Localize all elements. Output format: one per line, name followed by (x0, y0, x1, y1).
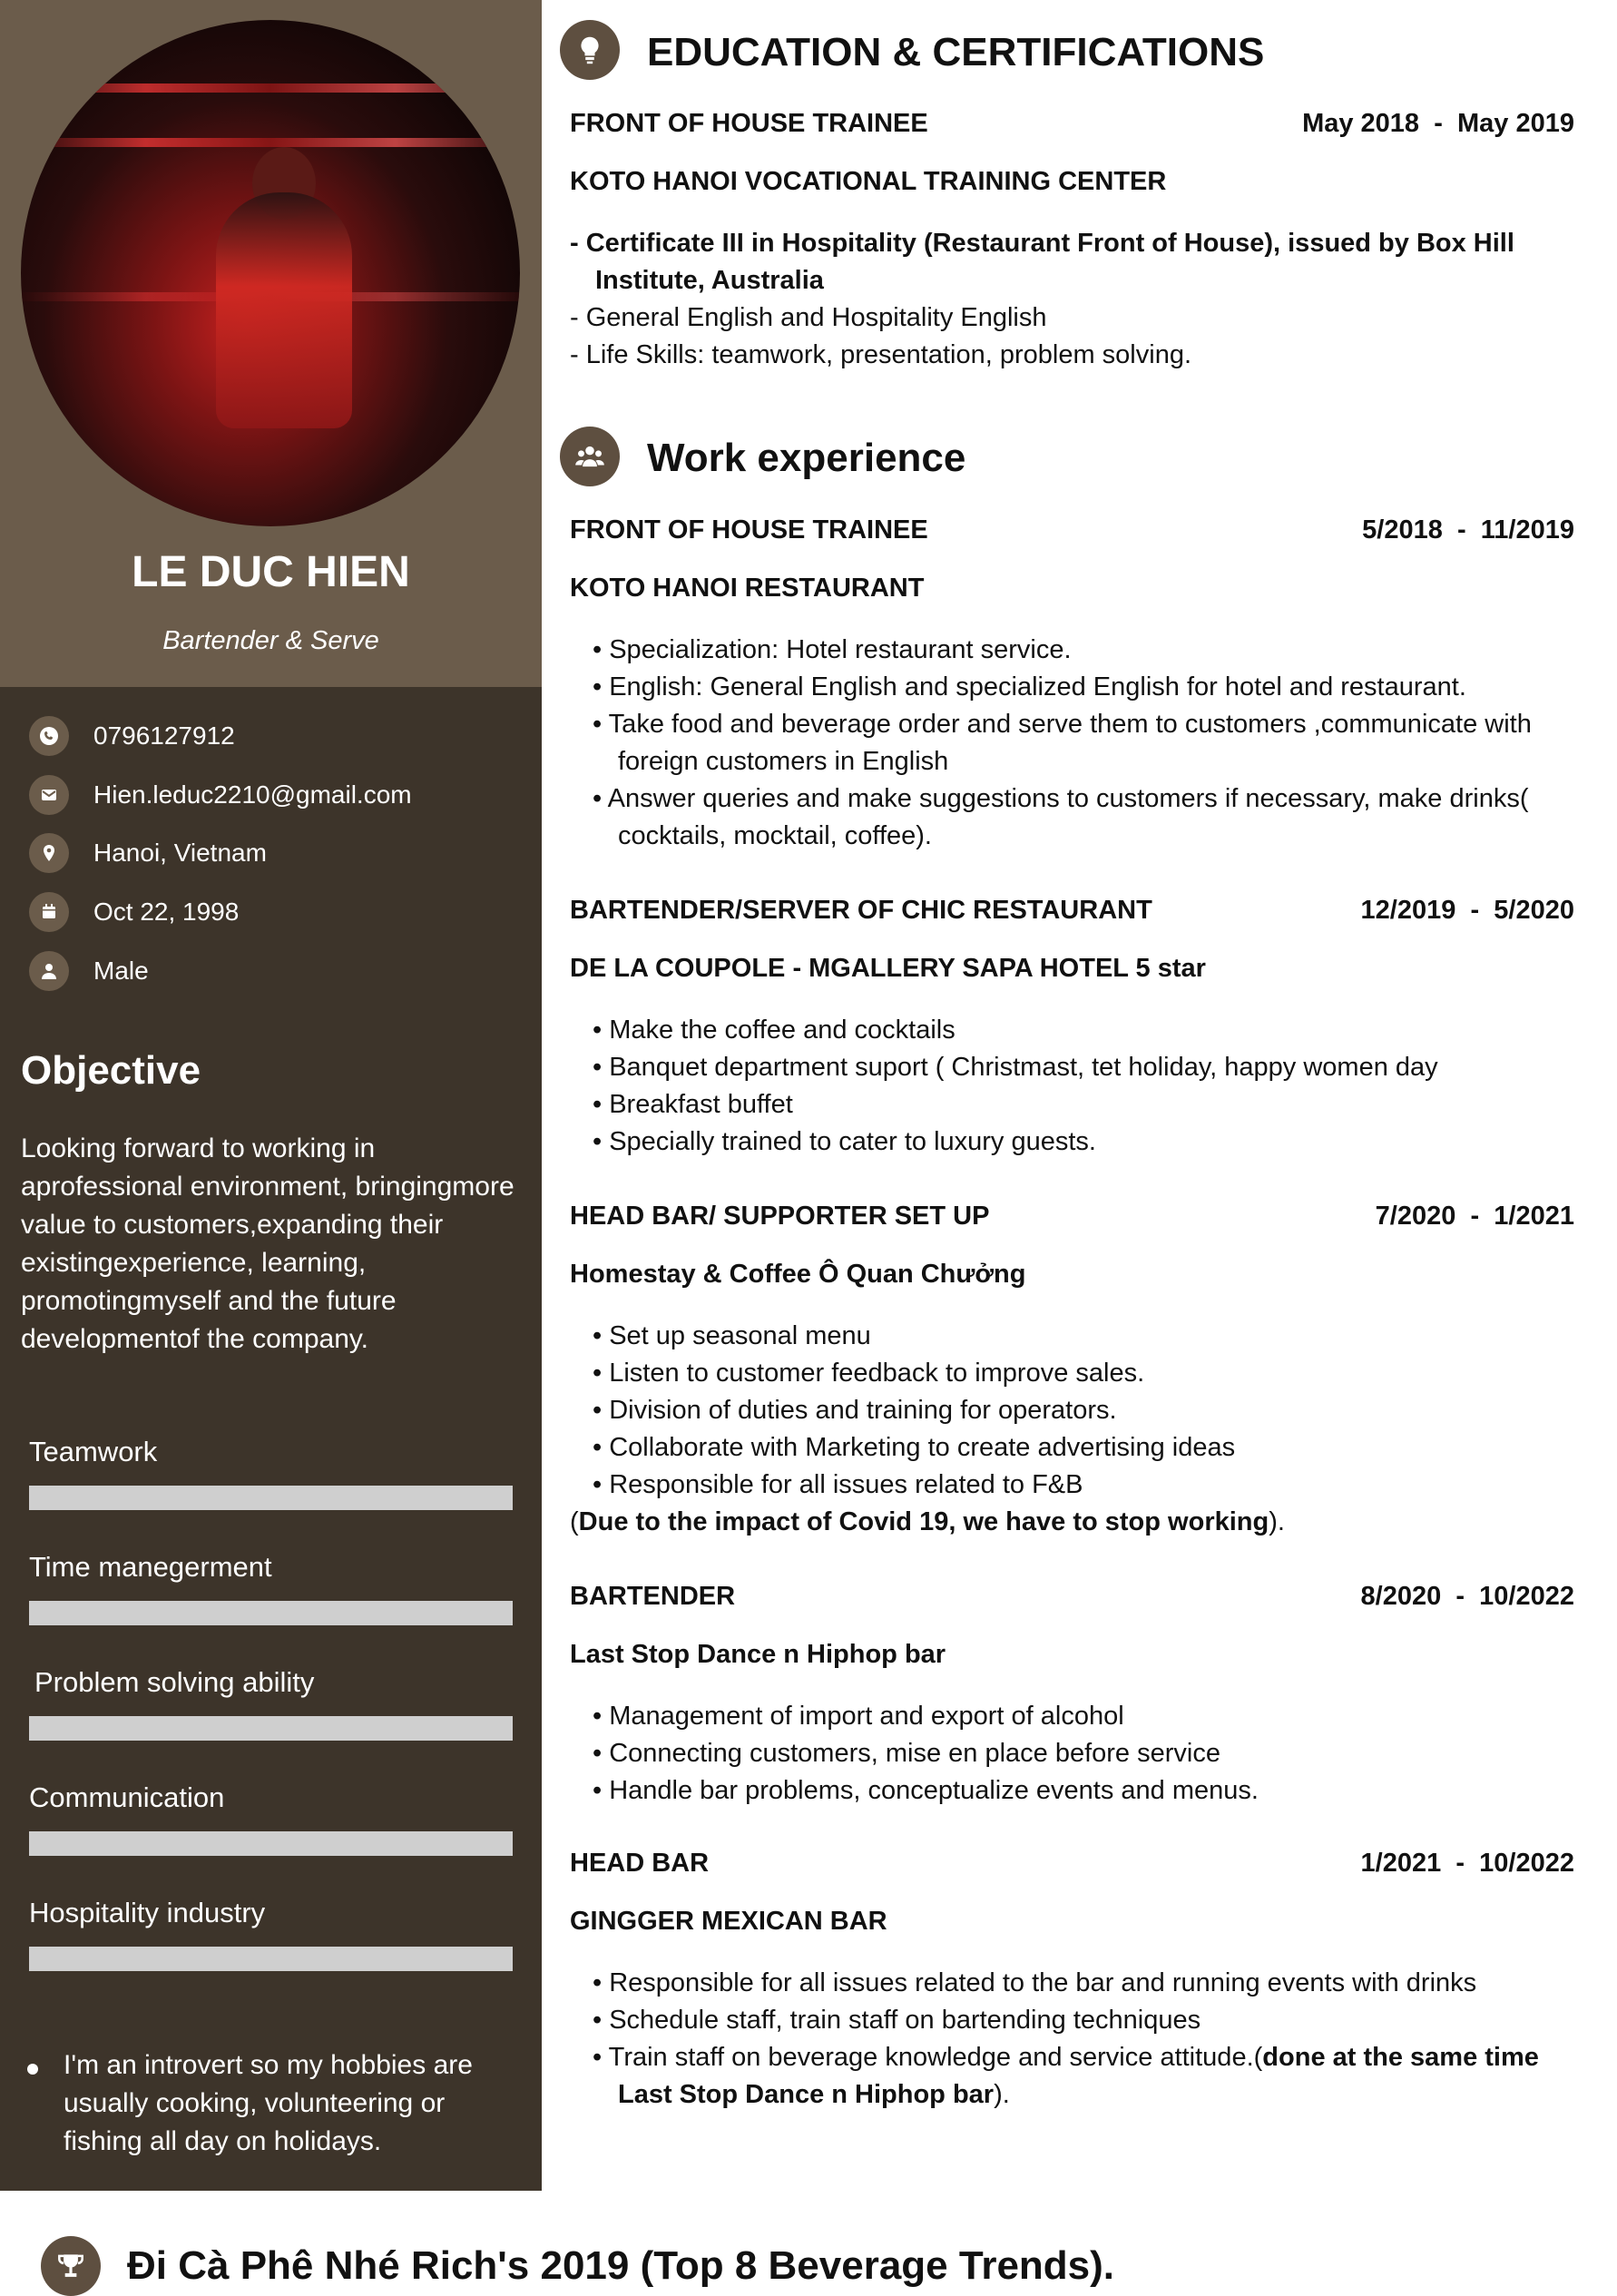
bullet-list (570, 1012, 1574, 1161)
entry-dates: 8/2020 - 10/2022 (1360, 1582, 1574, 1611)
job-entry (570, 1582, 1574, 1810)
email-icon (29, 775, 69, 815)
entry-header (570, 1582, 1574, 1620)
bullet-item: • Collaborate with Marketing to create advertising ideas (593, 1433, 1236, 1462)
entry-details (570, 225, 1574, 374)
team-icon (560, 427, 620, 486)
hobby (27, 2046, 517, 2161)
calendar-icon (29, 892, 69, 932)
skill-bar-fill (29, 1601, 513, 1625)
bullet-item: • English: General English and specialized English for hotel and restaurant. (593, 672, 1466, 702)
entry-dates: 1/2021 - 10/2022 (1360, 1849, 1574, 1878)
contact-text: 0796127912 (93, 721, 235, 750)
skill-bar-fill (29, 1831, 513, 1856)
contact-text: Male (93, 957, 149, 985)
entry-position: HEAD BAR/ SUPPORTER SET UP (570, 1202, 990, 1231)
entry-dates: May 2018 - May 2019 (1302, 109, 1574, 138)
entry-org: DE LA COUPOLE - MGALLERY SAPA HOTEL 5 star (570, 954, 1206, 983)
entry-header (570, 896, 1574, 934)
entry-position: FRONT OF HOUSE TRAINEE (570, 515, 928, 545)
education-entry (570, 109, 1574, 374)
skill-bar (29, 1486, 513, 1510)
entry-position: FRONT OF HOUSE TRAINEE (570, 109, 928, 138)
entry-org: Homestay & Coffee Ô Quan Chưởng (570, 1260, 1026, 1289)
bullet-item: • Division of duties and training for operators. (593, 1396, 1117, 1425)
skill-bar (29, 1831, 513, 1856)
lightbulb-icon (560, 20, 620, 80)
bullet-list (570, 1318, 1574, 1541)
entry-position: BARTENDER (570, 1582, 736, 1611)
bullet-item: • Connecting customers, mise en place before service (593, 1739, 1220, 1768)
bullet-item: • Responsible for all issues related to F&B (593, 1470, 1083, 1499)
job-entry (570, 1202, 1574, 1541)
contact-text: Hanoi, Vietnam (93, 839, 267, 867)
skill-label: Time manegerment (29, 1551, 272, 1583)
entry-position: BARTENDER/SERVER OF CHIC RESTAURANT (570, 896, 1152, 925)
person-icon (29, 951, 69, 991)
job-entry (570, 1849, 1574, 2114)
entry-dates: 7/2020 - 1/2021 (1375, 1202, 1574, 1231)
bullet-item: • Take food and beverage order and serve them to customers ,communicate with foreign customers in English (593, 710, 1532, 776)
skill-label: Problem solving ability (34, 1666, 315, 1698)
bullet-item: • Management of import and export of alcohol (593, 1702, 1124, 1731)
location-icon (29, 833, 69, 873)
covid-note: (Due to the impact of Covid 19, we have to stop working). (570, 1507, 1285, 1536)
skill-label: Teamwork (29, 1436, 158, 1467)
certificate-line: - Certificate III in Hospitality (Restaurant Front of House), issued by Box Hill Institute, Australia (570, 229, 1514, 295)
work-title: Work experience (647, 436, 966, 480)
bullet-item: • Set up seasonal menu (593, 1321, 871, 1350)
entry-header (570, 1849, 1574, 1887)
skill-bar-fill (29, 1947, 513, 1971)
bullet-item: • Handle bar problems, conceptualize events and menus. (593, 1776, 1259, 1805)
entry-org: GINGGER MEXICAN BAR (570, 1907, 887, 1936)
objective-text: Looking forward to working in aprofessional environment, bringingmore value to customers,expanding their existingexperience, learning, promotingmyself and the future developmentof the company. (21, 1133, 514, 1354)
award-text: Đi Cà Phê Nhé Rich's 2019 (Top 8 Beverage Trends). (127, 2243, 1115, 2288)
bullet-list (570, 632, 1574, 855)
bullet-item: • Answer queries and make suggestions to customers if necessary, make drinks( cocktails, mocktail, coffee). (593, 784, 1529, 850)
entry-dates: 12/2019 - 5/2020 (1360, 896, 1574, 925)
bullet-item: • Specialization: Hotel restaurant service. (593, 635, 1072, 664)
skill-bar-fill (29, 1716, 513, 1741)
skill-label: Communication (29, 1781, 225, 1813)
contact-email[interactable] (29, 775, 412, 815)
contact-text: Hien.leduc2210@gmail.com (93, 780, 412, 809)
skill-bar-fill (29, 1486, 513, 1510)
entry-header (570, 1202, 1574, 1240)
phone-icon (29, 716, 69, 756)
bullet-item: • Listen to customer feedback to improve sales. (593, 1359, 1145, 1388)
sidebar (0, 0, 542, 2191)
profile-role: Bartender & Serve (162, 626, 379, 655)
skill-bar (29, 1947, 513, 1971)
bullet-item: • Train staff on beverage knowledge and service attitude.(done at the same time Last Stop Dance n Hiphop bar). (593, 2043, 1539, 2109)
job-entry (570, 896, 1574, 1161)
bullet-item: • Banquet department suport ( Christmast, tet holiday, happy women day (593, 1053, 1438, 1082)
bullet-item: • Make the coffee and cocktails (593, 1016, 956, 1045)
entry-org: KOTO HANOI RESTAURANT (570, 574, 925, 603)
bullet-list (570, 1965, 1574, 2114)
skill-bar (29, 1601, 513, 1625)
education-title: EDUCATION & CERTIFICATIONS (647, 30, 1265, 74)
bullet-item: • Specially trained to cater to luxury guests. (593, 1127, 1096, 1156)
skill-label: Hospitality industry (29, 1897, 266, 1928)
entry-org: Last Stop Dance n Hiphop bar (570, 1640, 946, 1669)
entry-org: KOTO HANOI VOCATIONAL TRAINING CENTER (570, 167, 1167, 196)
contact-phone (29, 716, 235, 756)
detail-line: - General English and Hospitality English (570, 303, 1047, 332)
profile-header (0, 0, 542, 687)
bullet-icon (27, 2064, 38, 2075)
profile-name: LE DUC HIEN (132, 548, 410, 596)
entry-position: HEAD BAR (570, 1849, 710, 1878)
bullet-item: • Breakfast buffet (593, 1090, 793, 1119)
skill-bar (29, 1716, 513, 1741)
entry-dates: 5/2018 - 11/2019 (1362, 515, 1574, 545)
contact-location (29, 833, 267, 873)
contact-gender (29, 951, 149, 991)
bullet-item: • Responsible for all issues related to the bar and running events with drinks (593, 1968, 1477, 1997)
contact-text: Oct 22, 1998 (93, 898, 240, 926)
contact-birthday (29, 892, 239, 932)
entry-header (570, 515, 1574, 554)
trophy-icon (41, 2236, 101, 2296)
detail-line: - Life Skills: teamwork, presentation, problem solving. (570, 340, 1192, 369)
profile-photo (21, 20, 520, 526)
hobby-text: I'm an introvert so my hobbies are usually cooking, volunteering or fishing all day on holidays. (64, 2050, 473, 2156)
bullet-list (570, 1698, 1574, 1810)
job-entry (570, 515, 1574, 855)
entry-header (570, 109, 1574, 147)
bullet-item: • Schedule staff, train staff on bartending techniques (593, 2006, 1201, 2035)
objective-title: Objective (21, 1048, 201, 1093)
